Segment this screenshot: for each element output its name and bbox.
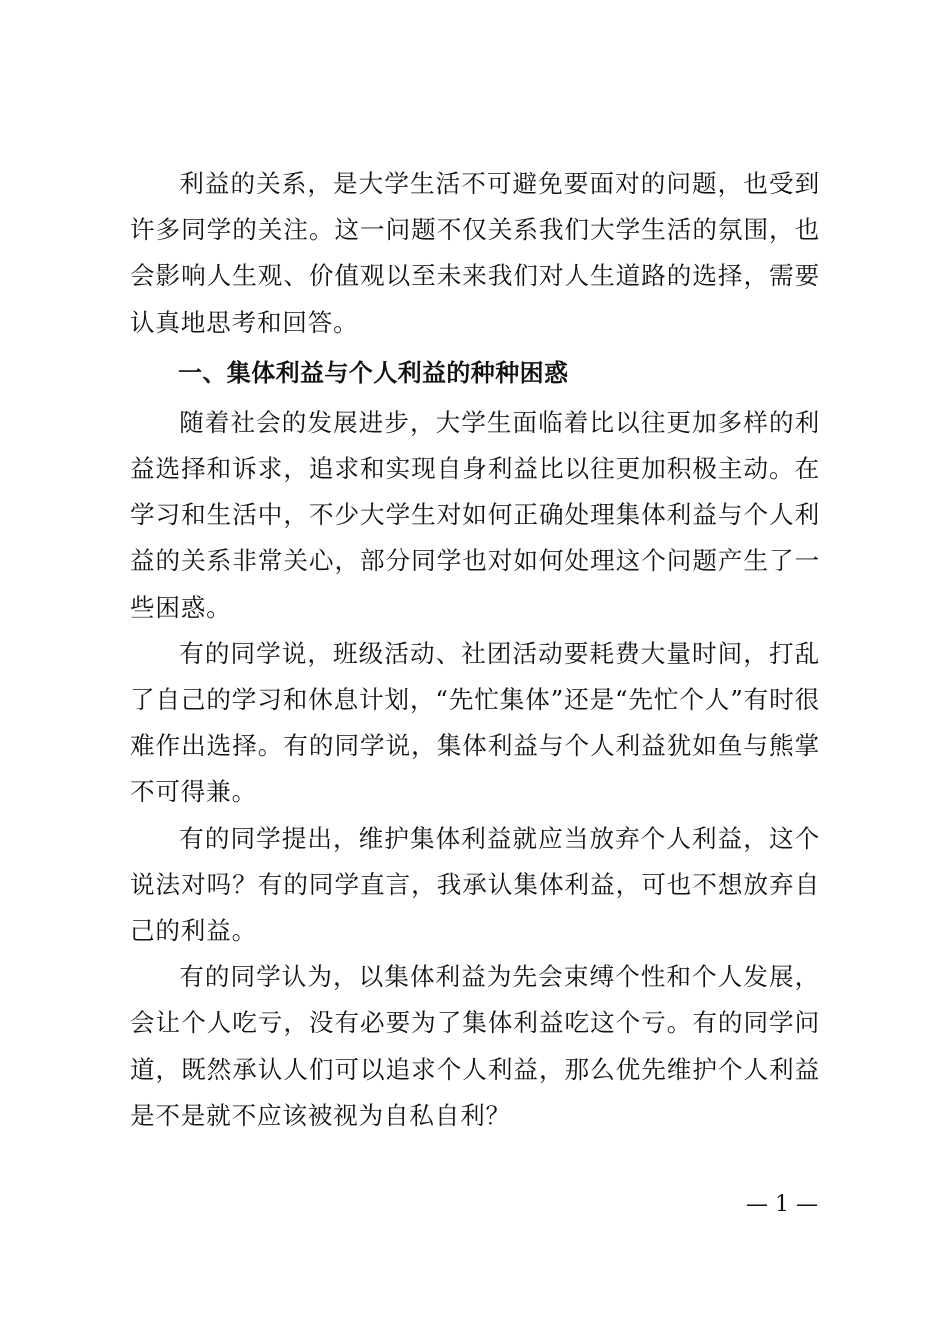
paragraph-intro: 利益的关系，是大学生活不可避免要面对的问题，也受到许多同学的关注。这一问题不仅关系我们大学生活的氛围，也会影响人生观、价值观以至未来我们对人生道路的选择，需要认真地思考和回答。 (130, 169, 820, 337)
paragraph-time-conflict: 有的同学说，班级活动、社团活动要耗费大量时间，打乱了自己的学习和休息计划，“先忙集体”还是“先忙个人”有时很难作出选择。有的同学说，集体利益与个人利益犹如鱼与熊掌不可得兼。 (130, 638, 820, 807)
paragraph-give-up-interest: 有的同学提出，维护集体利益就应当放弃个人利益，这个说法对吗？有的同学直言，我承认集体利益，可也不想放弃自己的利益。 (130, 823, 820, 946)
paragraph-background: 随着社会的发展进步，大学生面临着比以往更加多样的利益选择和诉求，追求和实现自身利益比以往更加积极主动。在学习和生活中，不少大学生对如何正确处理集体利益与个人利益的关系非常关心，部分同学也对如何处理这个问题产生了一些困惑。 (130, 407, 820, 622)
page-number: — 1 — (746, 1192, 818, 1217)
paragraph-selfishness-question: 有的同学认为，以集体利益为先会束缚个性和个人发展，会让个人吃亏，没有必要为了集体利益吃这个亏。有的同学问道，既然承认人们可以追求个人利益，那么优先维护个人利益是不是就不应该被视为自私自利？ (130, 962, 820, 1130)
document-body (130, 161, 820, 1139)
section-heading: 一、集体利益与个人利益的种种困惑 (178, 358, 569, 387)
